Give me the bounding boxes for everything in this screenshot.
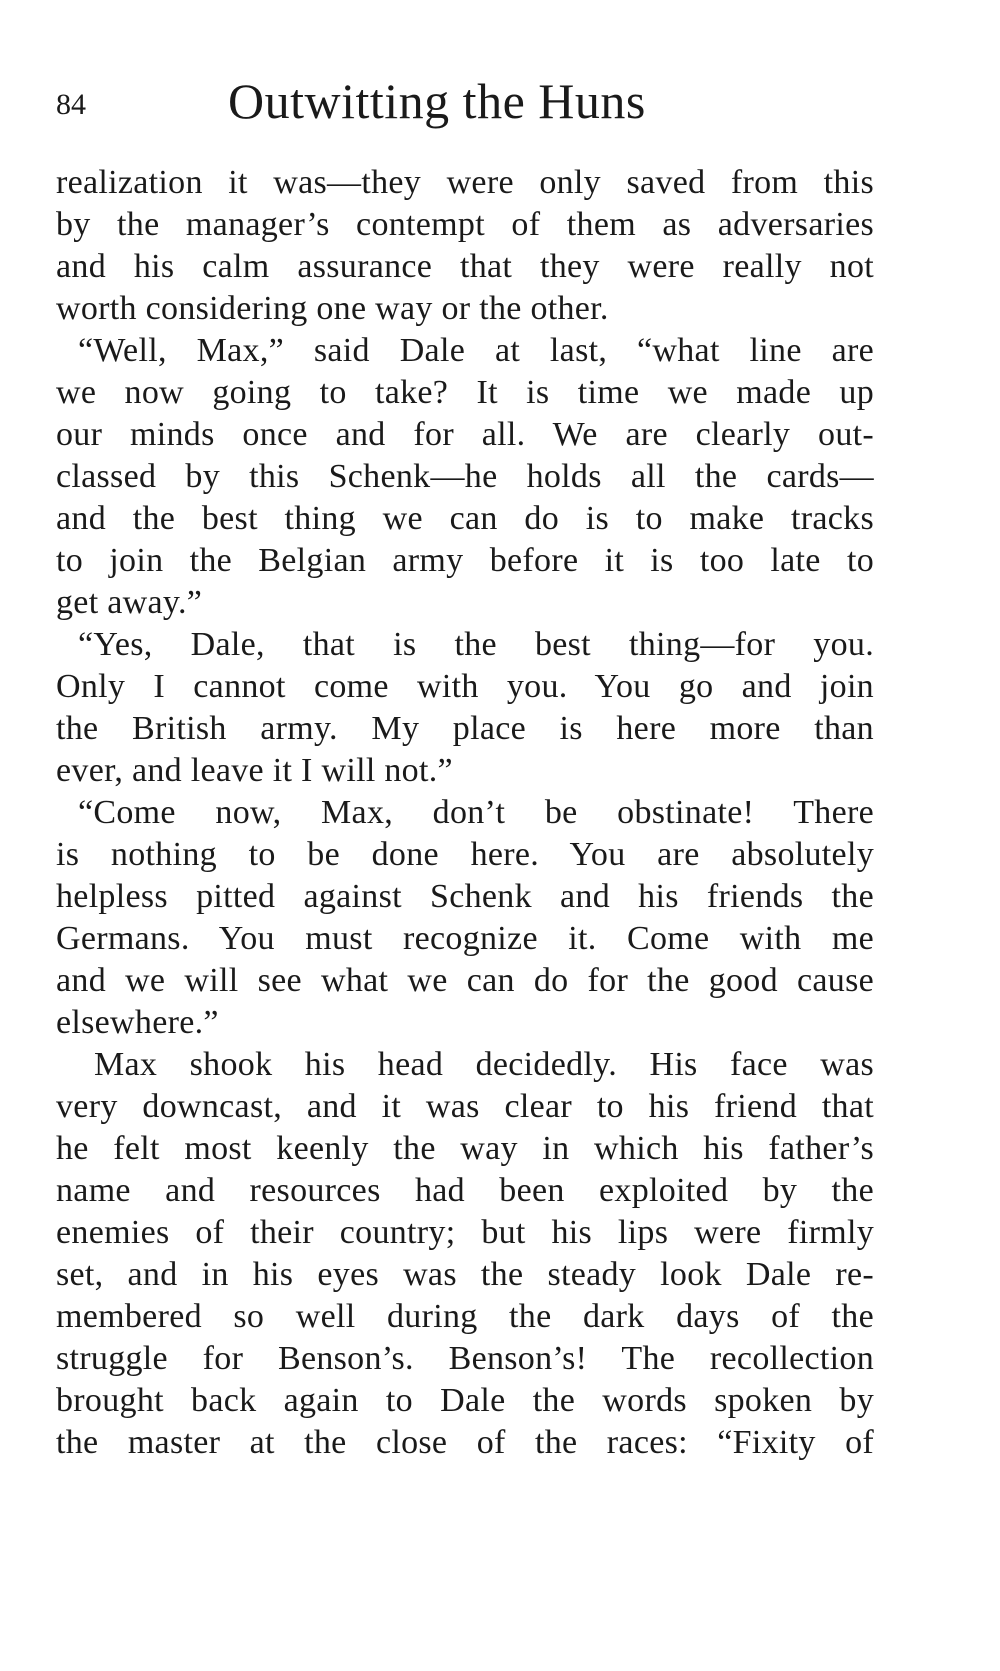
text-line: and we will see what we can do for the good cause [56,962,874,999]
text-line: very downcast, and it was clear to his friend that [56,1088,874,1125]
text-line: the British army. My place is here more than [56,710,874,747]
text-line: brought back again to Dale the words spoken by [56,1382,874,1419]
text-line: struggle for Benson’s. Benson’s! The recollection [56,1340,874,1377]
text-line: membered so well during the dark days of the [56,1298,874,1335]
text-line: is nothing to be done here. You are absolutely [56,836,874,873]
text-line: to join the Belgian army before it is too late to [56,542,874,579]
text-line: by the manager’s contempt of them as adversaries [56,206,874,243]
body-text [56,162,874,1464]
text-line: realization it was—they were only saved from this [56,164,874,201]
text-line: the master at the close of the races: “Fixity of [56,1424,874,1461]
text-line: he felt most keenly the way in which his father’s [56,1130,874,1167]
text-line: classed by this Schenk—he holds all the cards— [56,458,874,495]
text-line: “Come now, Max, don’t be obstinate! There [78,794,874,831]
text-line: Only I cannot come with you. You go and join [56,668,874,705]
text-line: enemies of their country; but his lips were firmly [56,1214,874,1251]
text-line: “Yes, Dale, that is the best thing—for you. [78,626,874,663]
text-line: helpless pitted against Schenk and his friends the [56,878,874,915]
text-line: our minds once and for all. We are clearly out- [56,416,874,453]
text-line: and the best thing we can do is to make tracks [56,500,874,537]
text-line: get away.” [56,584,203,621]
text-line: worth considering one way or the other. [56,290,609,327]
text-line: elsewhere.” [56,1004,219,1041]
text-line: Max shook his head decidedly. His face was [94,1046,874,1083]
text-line: set, and in his eyes was the steady look Dale re- [56,1256,874,1293]
running-title: Outwitting the Huns [228,73,646,129]
text-line: and his calm assurance that they were really not [56,248,874,285]
page-header [56,72,876,142]
text-line: name and resources had been exploited by the [56,1172,874,1209]
text-line: ever, and leave it I will not.” [56,752,453,789]
text-line: we now going to take? It is time we made up [56,374,874,411]
page-number: 84 [56,88,86,121]
text-line: Germans. You must recognize it. Come with me [56,920,874,957]
text-line: “Well, Max,” said Dale at last, “what line are [78,332,874,369]
